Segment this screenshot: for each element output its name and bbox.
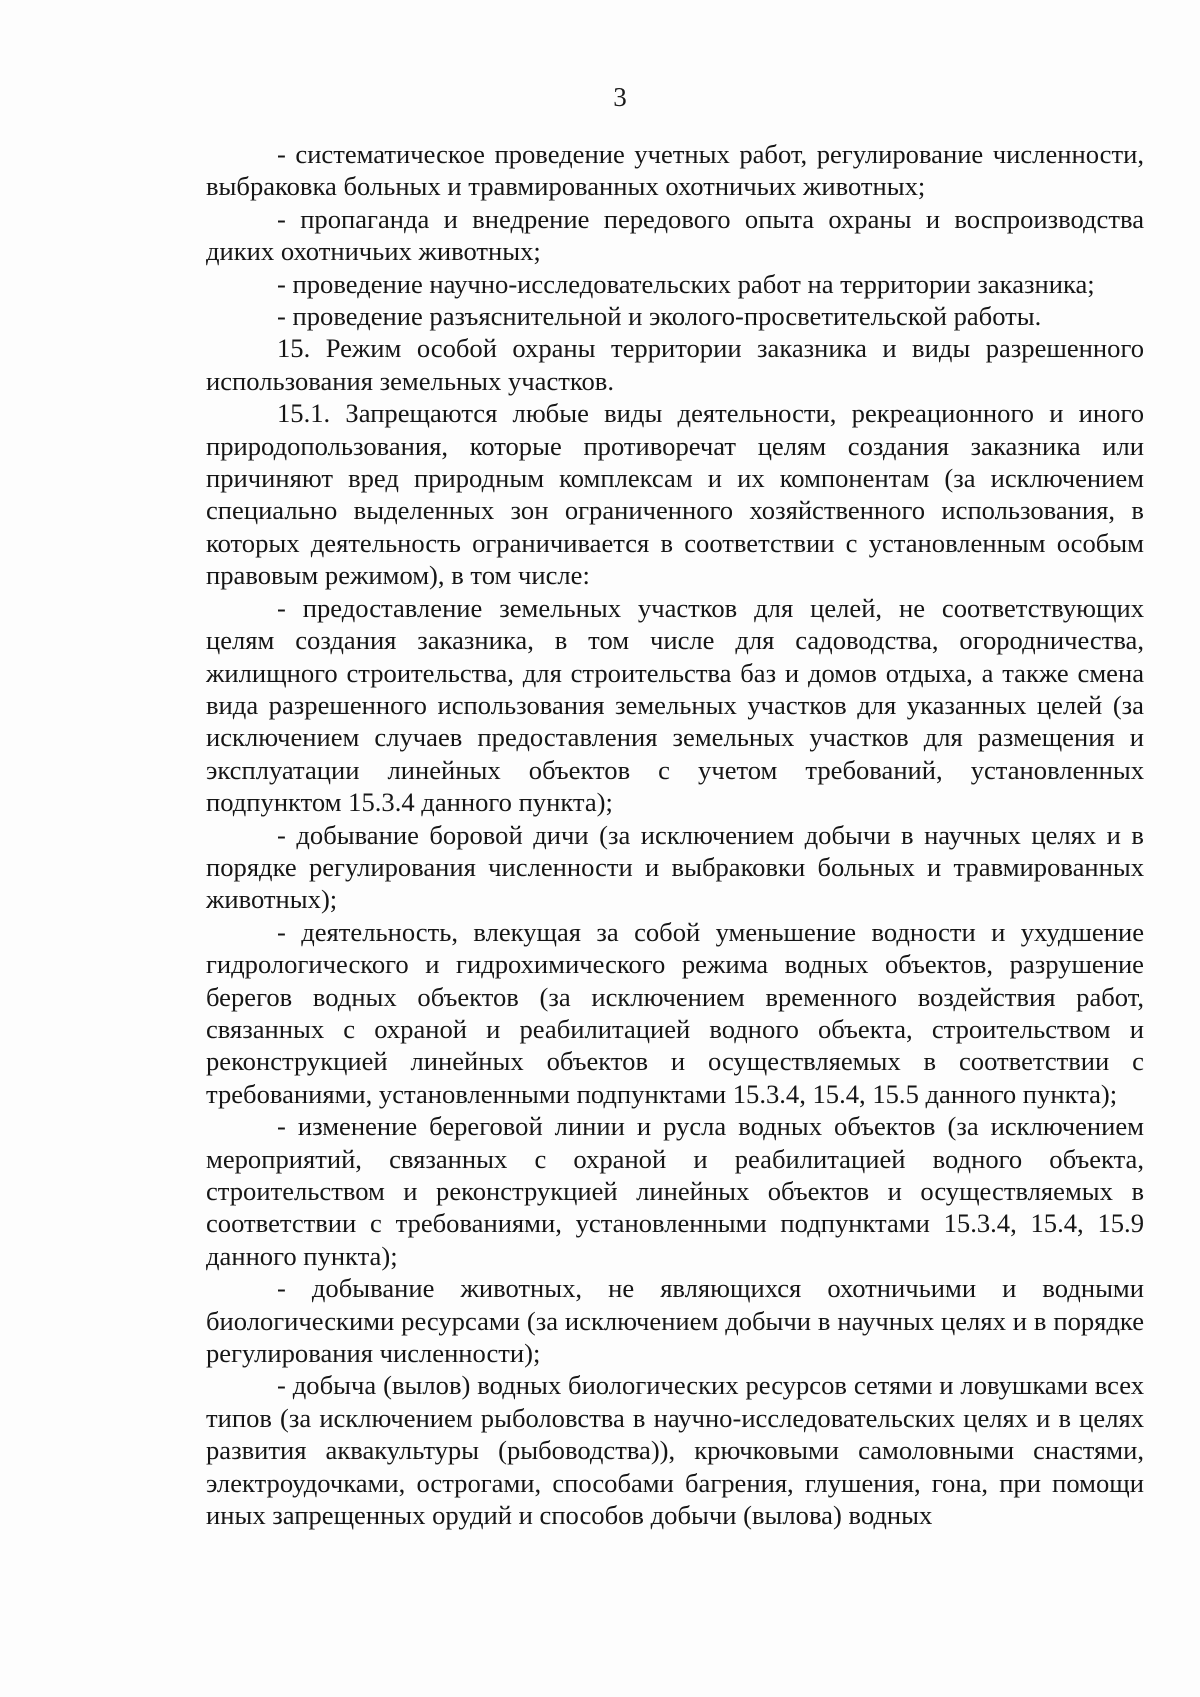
paragraph-shoreline-change: - изменение береговой линии и русла водных объектов (за исключением мероприятий, связанных с охраной и реабилитацией водного объекта, строительством и реконструкцией линейных объектов и осуществляемых в соответствии с требованиями, установленными подпунктами 15.3.4, 15.4, 15.9 данного пункта); xyxy=(206,1111,1144,1271)
paragraph-land-plots: - предоставление земельных участков для целей, не соответствующих целям создания заказника, в том числе для садоводства, огородничества, жилищного строительства, для строительства баз и домов отдыха, а также смена вида разрешенного использования земельных участков для указанных целей (за исключением случаев предоставления земельных участков для размещения и эксплуатации линейных объектов с учетом требований, установленных подпунктом 15.3.4 данного пункта); xyxy=(206,592,1144,818)
paragraph-animals-hunting: - добывание животных, не являющихся охотничьими и водными биологическими ресурсами (за исключением добычи в научных целях и в порядке регулирования численности); xyxy=(206,1273,1144,1369)
page-number: 3 xyxy=(613,82,627,112)
paragraph-propaganda: - пропаганда и внедрение передового опыта охраны и воспроизводства диких охотничьих животных; xyxy=(206,203,1144,267)
paragraph-section-15-1: 15.1. Запрещаются любые виды деятельности, рекреационного и иного природопользования, которые противоречат целям создания заказника или причиняют вред природным комплексам и их компонентам (за исключением специально выделенных зон ограниченного хозяйственного использования, в которых деятельность ограничивается в соответствии с установленным особым правовым режимом), в том числе: xyxy=(206,398,1144,591)
paragraph-research-work: - проведение научно-исследовательских работ на территории заказника; xyxy=(277,268,1095,299)
paragraph-accounting-work: - систематическое проведение учетных работ, регулирование численности, выбраковка больных и травмированных охотничьих животных; xyxy=(206,139,1144,202)
document-body xyxy=(206,138,1144,1531)
paragraph-fishing-nets: - добыча (вылов) водных биологических ресурсов сетями и ловушками всех типов (за исключением рыболовства в научно-исследовательских целях и в целях развития аквакультуры (рыбоводства)), крючковыми самоловными снастями, электроудочками, острогами, способами багрения, глушения, гона, при помощи иных запрещенных орудий и способов добычи (вылова) водных xyxy=(206,1370,1144,1531)
paragraph-section-15: 15. Режим особой охраны территории заказника и виды разрешенного использования земельных участков. xyxy=(206,333,1144,396)
paragraph-game-birds: - добывание боровой дичи (за исключением добычи в научных целях и в порядке регулирования численности и выбраковки больных и травмированных животных); xyxy=(206,819,1144,915)
paragraph-educational-work: - проведение разъяснительной и эколого-просветительской работы. xyxy=(277,301,1042,332)
paragraph-water-regime: - деятельность, влекущая за собой уменьшение водности и ухудшение гидрологического и гидрохимического режима водных объектов, разрушение берегов водных объектов (за исключением временного воздействия работ, связанных с охраной и реабилитацией водного объекта, строительством и реконструкцией линейных объектов и осуществляемых в соответствии с требованиями, установленными подпунктами 15.3.4, 15.4, 15.5 данного пункта); xyxy=(206,916,1144,1109)
